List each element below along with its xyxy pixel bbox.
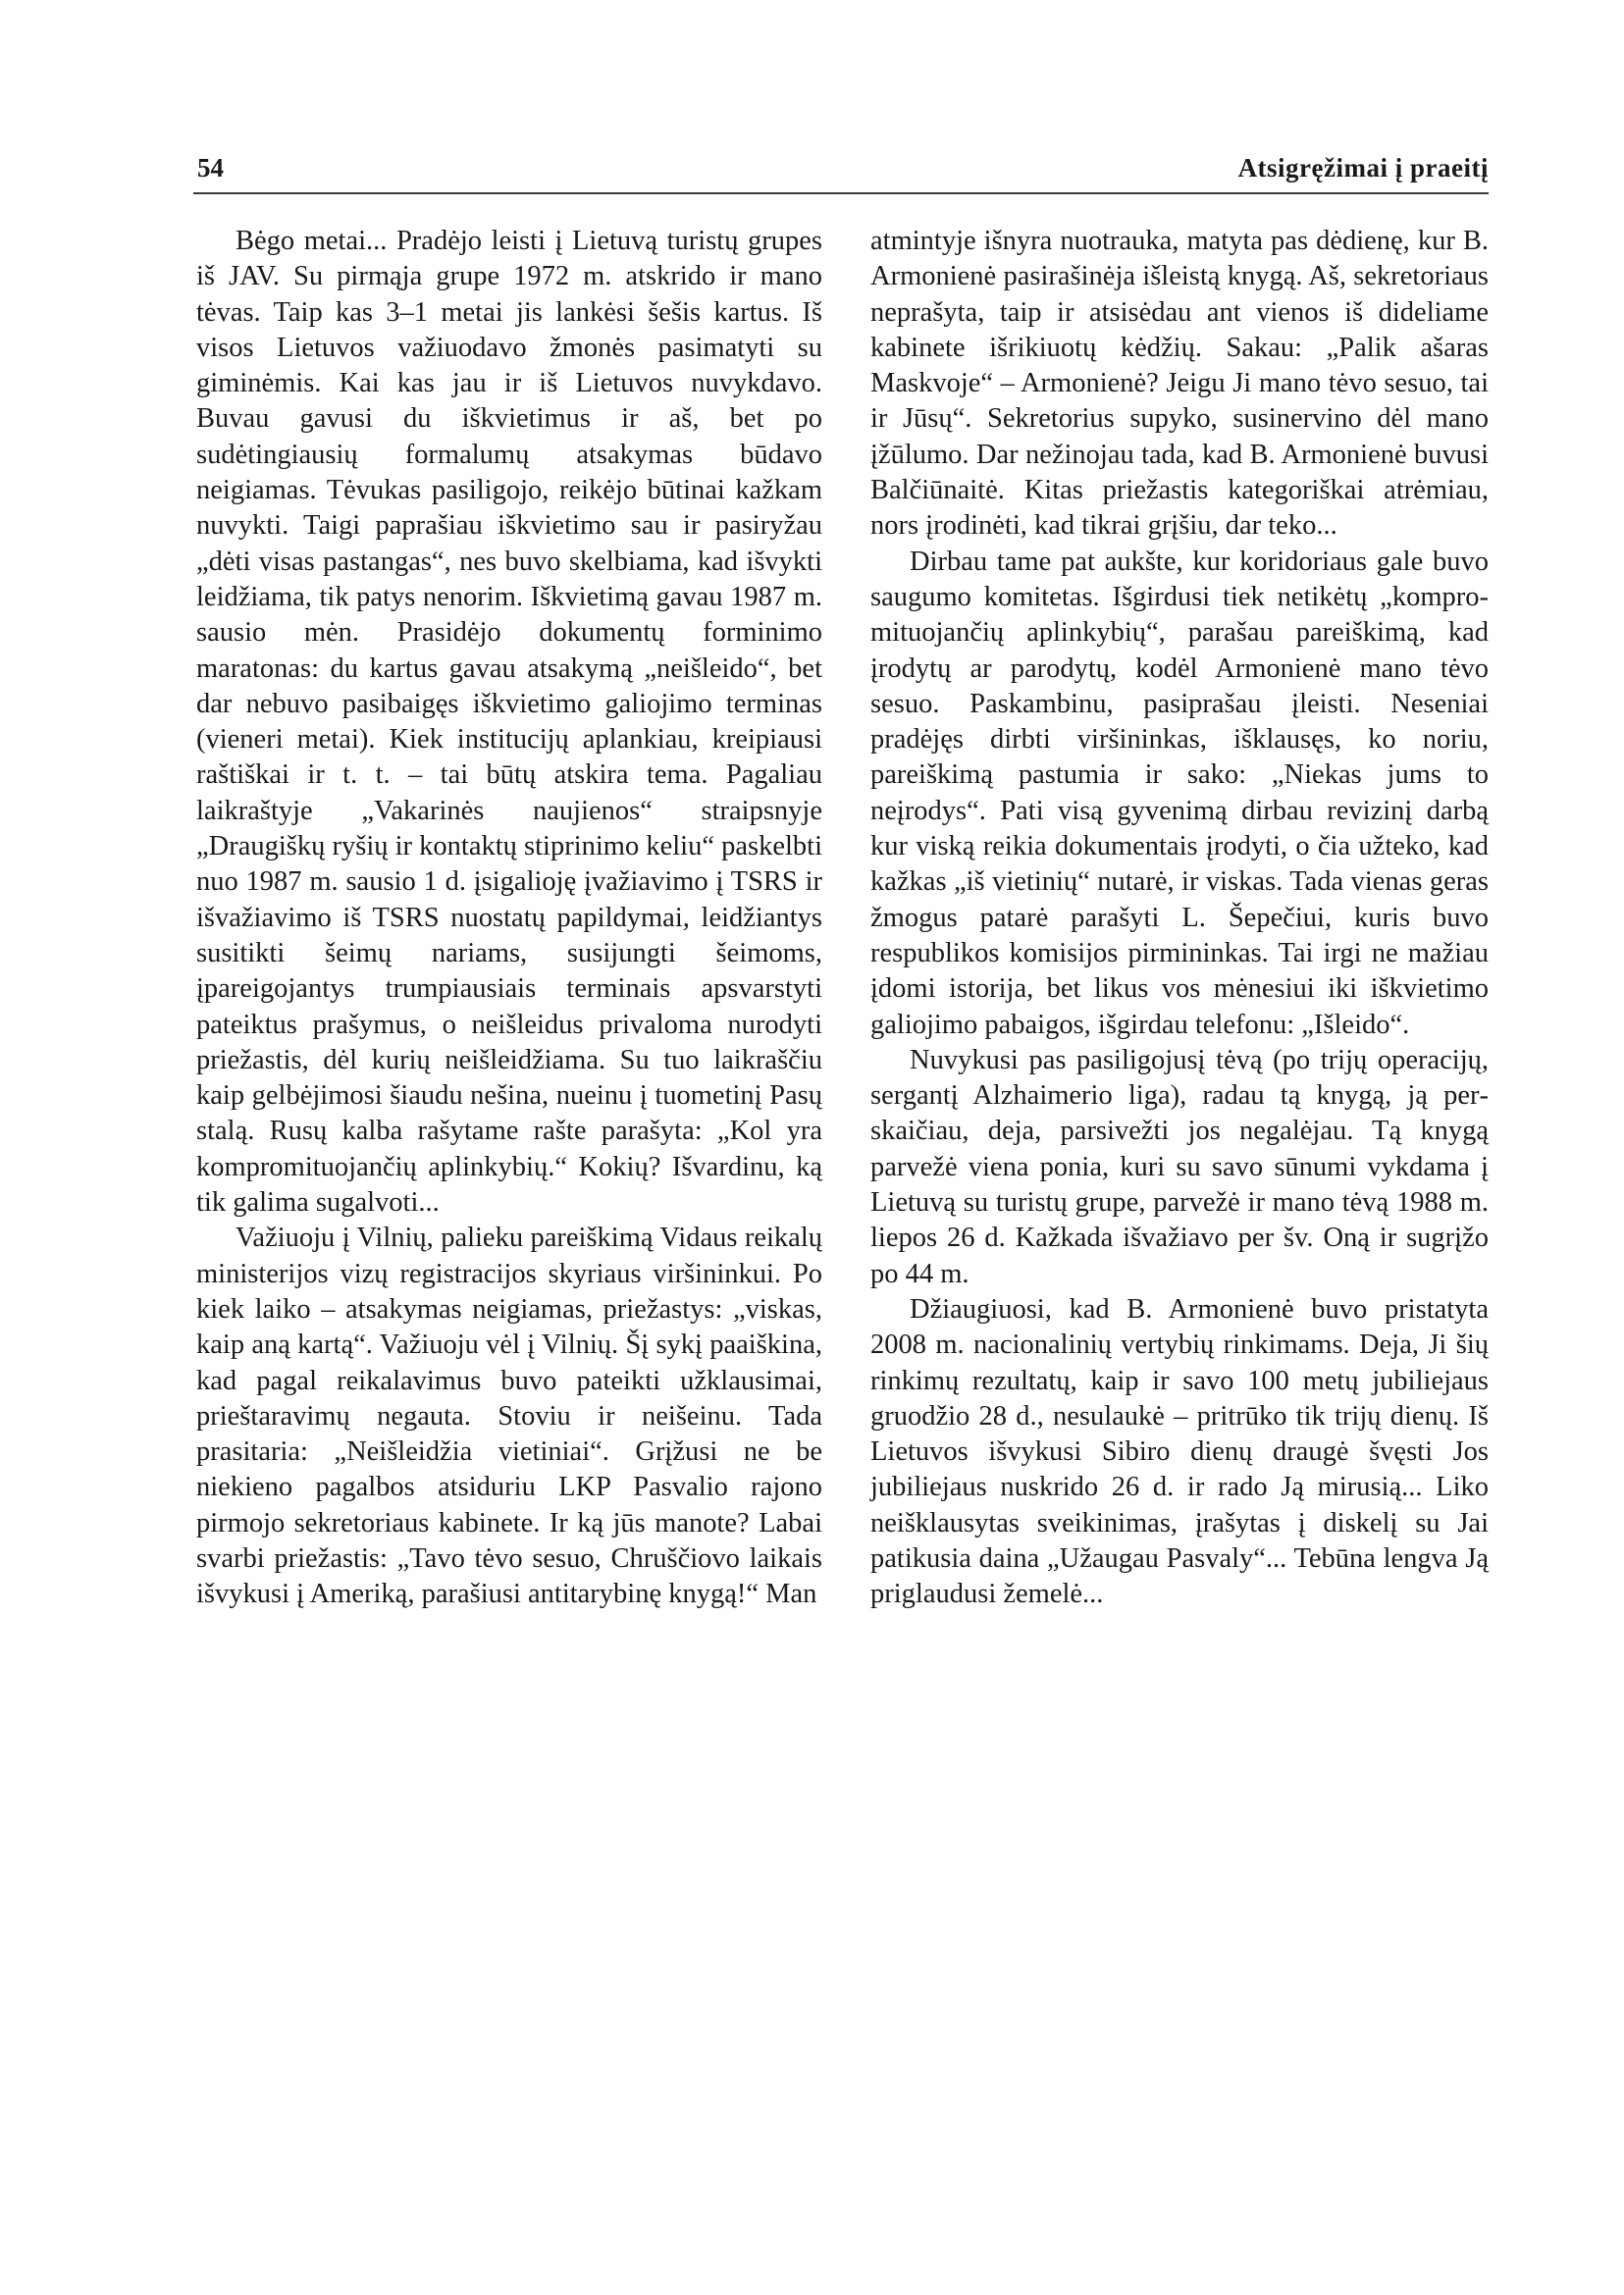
right-text-column [870,224,1489,1613]
paragraph: Dirbau tame pat aukšte, kur koridoriaus gale buvo saugumo komitetas. Išgirdusi tiek netikėtų „kompromituojančių aplinkybių“, parašau pareiškimą, kad įrodytų ar parodytų, kodėl Armonienė mano tėvo sesuo. Paskambinu, pasiprašau įleisti. Neseniai pradėjęs dirbti viršininkas, išklausęs, ko noriu, pareiškimą pastumia ir sako: „Niekas jums to neįrodys“. Pati visą gyvenimą dirbau revizinį darbą kur viską reikia dokumentais įrodyti, o čia užteko, kad kažkas „iš vietinių“ nutarė, ir viskas. Tada vienas geras žmogus patarė parašyti L. Šepečiui, kuris buvo respublikos komisijos pirmininkas. Tai irgi ne mažiau įdomi istorija, bet likus vos mėnesiui iki iškvietimo galiojimo pabaigos, išgirdau telefonu: „Išleido“. [870,546,1489,1040]
paragraph: Nuvykusi pas pasiligojusį tėvą (po trijų operacijų, sergantį Alzhaimerio liga), radau tą knygą, ją perskaičiau, deja, parsivežti jos negalėjau. Tą knygą parvežė viena ponia, kuri su savo sūnumi vykdama į Lietuvą su turistų grupe, parvežė ir mano tėvą 1988 m. liepos 26 d. Kažkada išvažiavo per šv. Oną ir sugrįžo po 44 m. [870,1044,1489,1289]
running-header [193,147,1489,194]
section-title: Atsigręžimai į praeitį [1237,153,1489,183]
paragraph-continued: atmintyje išnyra nuotrauka, matyta pas dėdienę, kur B. Armonienė pasirašinėja išleistą knygą. Aš, sekretoriaus neprašyta, taip ir atsisėdau ant vienos iš dideliame kabinete išrikiuotų kėdžių. Sakau: „Palik ašaras Maskvoje“ – Armonienė? Jeigu Ji mano tėvo sesuo, tai ir Jūsų“. Sekretorius supyko, susinervino dėl mano įžūlumo. Dar nežinojau tada, kad B. Armonienė buvusi Balčiūnaitė. Kitas priežastis kategoriškai atrėmiau, nors įrodinėti, kad tikrai grįšiu, dar teko... [870,226,1489,542]
page-number: 54 [197,153,224,183]
paragraph: Važiuoju į Vilnių, palieku pareiškimą Vidaus reikalų ministerijos vizų registracijos skyriaus viršininkui. Po kiek laiko – atsakymas neigiamas, priežastys: „viskas, kaip aną kartą“. Važiuoju vėl į Vilnių. Šį sykį paaiškina, kad pagal reikalavimus buvo pateikti užklausimai, prieštaravimų negauta. Stoviu ir neišeinu. Tada prasitaria: „Neišleidžia vietiniai“. Grįžusi ne be niekieno pagalbos atsiduriu LKP Pasvalio rajono pirmojo sekretoriaus kabinete. Ir ką jūs manote? Labai svarbi priežastis: „Tavo tėvo sesuo, Chruščiovo laikais išvykusi į Ameriką, parašiusi antitarybinę knygą!“ Man [196,1223,822,1610]
paragraph: Džiaugiuosi, kad B. Armonienė buvo pristatyta 2008 m. nacionalinių vertybių rinkimams. Deja, Ji šių rinkimų rezultatų, kaip ir savo 100 metų jubiliejaus gruodžio 28 d., nesulaukė – pritrūko tik trijų dienų. Iš Lietuvos išvykusi Sibiro dienų draugė švęsti Jos jubiliejaus nuskrido 26 d. ir rado Ją mirusią... Liko neišklausytas sveikinimas, įrašytas į diskelį su Jai patikusia daina „Užaugau Pasvaly“... Tebūna lengva Ją priglaudusi žemelė... [870,1293,1489,1610]
left-text-column [196,224,822,1613]
paragraph: Bėgo metai... Pradėjo leisti į Lietuvą turistų grupes iš JAV. Su pirmąja grupe 1972 m. atskrido ir mano tėvas. Taip kas 3–1 metai jis lankėsi šešis kartus. Iš visos Lietuvos važiuodavo žmonės pasimatyti su giminėmis. Kai kas jau ir iš Lietuvos nuvykdavo. Buvau gavusi du iškvietimus ir aš, bet po sudėtingiausių formalumų atsakymas būdavo neigiamas. Tėvukas pasiligojo, reikėjo būtinai kažkam nuvykti. Taigi paprašiau iškvietimo sau ir pasiryžau „dėti visas pastangas“, nes buvo skelbiama, kad išvykti leidžiama, tik patys nenorim. Iškvietimą gavau 1987 m. sausio mėn. Prasidėjo dokumentų forminimo maratonas: du kartus gavau atsakymą „neišleido“, bet dar nebuvo pasibaigęs iškvietimo galiojimo terminas (vieneri metai). Kiek institucijų aplankiau, kreipiausi raštiškai ir t. t. – tai būtų atskira tema. Pagaliau laikraštyje „Vakarinės naujienos“ straipsnyje „Draugiškų ryšių ir kontaktų stiprinimo keliu“ paskelbti nuo 1987 m. sausio 1 d. įsigalioję įvažiavimo į TSRS ir išvažiavimo iš TSRS nuostatų papildymai, leidžiantys susitikti šeimų nariams, susijungti šeimoms, įpareigojantys trumpiausiais terminais apsvarstyti pateiktus prašymus, o neišleidus privaloma nurodyti priežastis, dėl kurių neišleidžiama. Su tuo laikraščiu kaip gelbėjimosi šiaudu nešina, nueinu į tuometinį Pasų stalą. Rusų kalba rašytame rašte parašyta: „Kol yra kompromituojančių aplinkybių.“ Kokių? Išvardinu, ką tik galima sugalvoti... [196,226,822,1219]
